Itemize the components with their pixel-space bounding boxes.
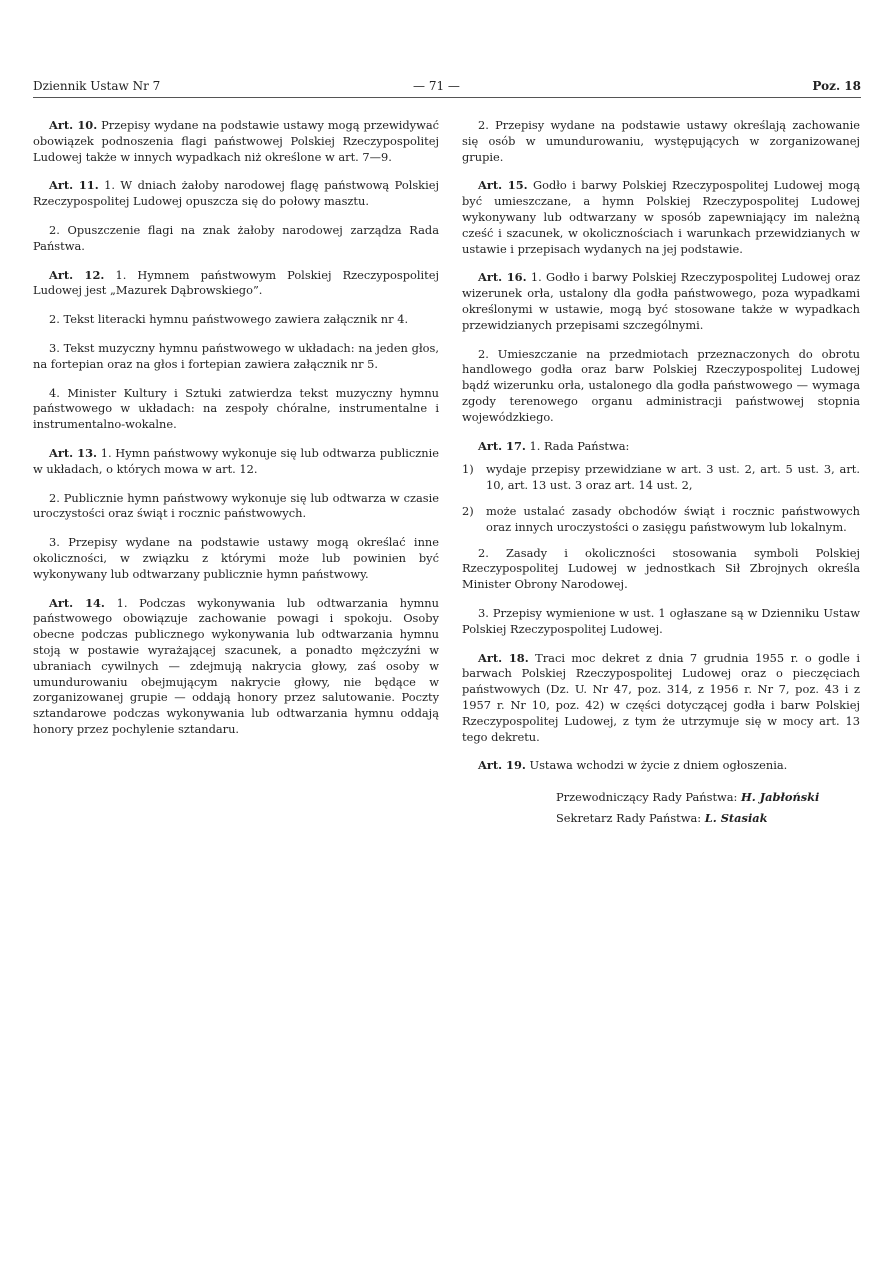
- article-label: Art. 15.: [478, 178, 528, 193]
- article-12-par-2: 2. Tekst literacki hymnu państwowego zawiera załącznik nr 4.: [49, 312, 409, 327]
- article-13-par-1: [33, 446, 439, 478]
- article-15: [462, 178, 860, 257]
- signature-role: Sekretarz Rady Państwa:: [556, 811, 702, 826]
- article-text: Ustawa wchodzi w życie z dniem ogłoszenia.: [529, 758, 788, 773]
- article-18: [462, 651, 860, 746]
- article-12-par-1: [33, 268, 439, 300]
- list-item-text: wydaje przepisy przewidziane w art. 3 ust. 2, art. 5 ust. 3, art. 10, art. 13 ust. 3 oraz art. 14 ust. 2,: [486, 462, 860, 493]
- article-label: Art. 18.: [478, 650, 529, 665]
- article-13-par-2: 2. Publicznie hymn państwowy wykonuje się lub odtwarza w czasie uroczystości oraz świąt i rocznic państwowych.: [33, 490, 439, 521]
- signature-role: Przewodniczący Rady Państwa:: [556, 790, 738, 805]
- position-number: Poz. 18: [812, 79, 861, 93]
- article-12-par-4: 4. Minister Kultury i Sztuki zatwierdza tekst muzyczny hymnu państwowego w układach: na zespoły chóralne, instrumentalne i instrumentalno-wokalne.: [33, 385, 439, 432]
- signature-secretary: [556, 808, 860, 829]
- article-17-par-3: 3. Przepisy wymienione w ust. 1 ogłaszane są w Dzienniku Ustaw Polskiej Rzeczypospolitej Ludowej.: [462, 605, 860, 636]
- article-text: 1. W dniach żałoby narodowej flagę państwową Polskiej Rzeczypospolitej Ludowej opuszcza się do połowy masztu.: [33, 178, 439, 209]
- article-text: 1. Hymnem państwowym Polskiej Rzeczypospolitej Ludowej jest „Mazurek Dąbrowskiego”.: [33, 267, 439, 298]
- article-label: Art. 14.: [49, 595, 105, 610]
- article-label: Art. 12.: [49, 267, 105, 282]
- left-column: [33, 118, 439, 751]
- article-16-par-2: 2. Umieszczanie na przedmiotach przeznaczonych do obrotu handlowego godła oraz barw Polskiej Rzeczypospolitej Ludowej bądź wizerunku orła, ustalonego dla godła państwowego — wymaga zgody terenowego organu administracji państwowej stopnia wojewódzkiego.: [462, 346, 860, 424]
- article-text: 1. Rada Państwa:: [529, 438, 630, 453]
- article-text: 1. Godło i barwy Polskiej Rzeczypospolitej Ludowej oraz wizerunek orła, ustalony dla godła państwowego, poza wypadkami określonymi w ustawie, mogą być stosowane także w wypadkach przewidzianych przepisami szczególnymi.: [462, 270, 860, 332]
- page-header: [33, 79, 861, 98]
- article-text: Godło i barwy Polskiej Rzeczypospolitej Ludowej mogą być umieszczane, a hymn Polskiej Rzeczypospolitej Ludowej wykonywany lub odtwarzany w sposób zapewniający im należną cześć i szacunek, w okolicznościach i warunkach przewidzianych w ustawie i przepisach wydanych na jej podstawie.: [462, 178, 860, 256]
- signature-name: H. Jabłoński: [741, 790, 820, 805]
- article-11-par-1: [33, 178, 439, 210]
- article-label: Art. 16.: [478, 270, 527, 285]
- list-item: [462, 462, 860, 494]
- article-10: [33, 118, 439, 165]
- article-label: Art. 13.: [49, 445, 97, 460]
- page-number: — 71 —: [413, 79, 460, 93]
- list-item: [462, 504, 860, 536]
- list-item-number: 1): [462, 462, 474, 477]
- article-text: Traci moc dekret z dnia 7 grudnia 1955 r. o godle i barwach Polskiej Rzeczypospolitej Ludowej oraz o pieczęciach państwowych (Dz. U. Nr 47, poz. 314, z 1956 r. Nr 7, poz. 43 i z 1957 r. Nr 10, poz. 42) w części dotyczącej godła i barw Polskiej Rzeczypospolitej Ludowej, z tym że utrzymuje się w mocy art. 13 tego dekretu.: [462, 650, 860, 744]
- signature-chairman: [556, 787, 860, 808]
- article-14-par-1: [33, 596, 439, 738]
- article-text: Przepisy wydane na podstawie ustawy mogą przewidywać obowiązek podnoszenia flagi państwowej Polskiej Rzeczypospolitej Ludowej także w innych wypadkach niż określone w art. 7—9.: [33, 118, 440, 164]
- right-column: [462, 118, 860, 829]
- article-16-par-1: [462, 270, 860, 333]
- list-item-number: 2): [462, 503, 474, 518]
- article-13-par-3: 3. Przepisy wydane na podstawie ustawy mogą określać inne okoliczności, w związku z którymi może lub powinien być wykonywany lub odtwarzany publicznie hymn państwowy.: [33, 535, 439, 581]
- article-19: [462, 758, 860, 774]
- list-item-text: może ustalać zasady obchodów świąt i rocznic państwowych oraz innych uroczystości o zasięgu państwowym lub lokalnym.: [486, 503, 860, 534]
- signature-name: L. Stasiak: [704, 811, 768, 826]
- article-11-par-2: 2. Opuszczenie flagi na znak żałoby narodowej zarządza Rada Państwa.: [33, 222, 439, 253]
- article-text: 1. Hymn państwowy wykonuje się lub odtwarza publicznie w układach, o których mowa w art. 12.: [33, 445, 439, 476]
- journal-title: Dziennik Ustaw Nr 7: [33, 79, 161, 93]
- article-label: Art. 17.: [478, 438, 526, 453]
- article-label: Art. 10.: [49, 118, 98, 132]
- article-label: Art. 11.: [49, 178, 99, 193]
- article-17-par-2: 2. Zasady i okoliczności stosowania symboli Polskiej Rzeczypospolitej Ludowej w jednostkach Sił Zbrojnych określa Minister Obrony Narodowej.: [462, 545, 860, 592]
- article-text: 1. Podczas wykonywania lub odtwarzania hymnu państwowego obowiązuje zachowanie powagi i spokoju. Osoby obecne podczas publicznego wykonywania lub odtwarzania hymnu stoją w postawie wyrażającej szacunek, a ponadto mężczyźni w ubraniach cywilnych — zdejmują nakrycia głowy, zaś osoby w umundurowaniu obejmującym nakrycie głowy, nie będące w zorganizowanej grupie — oddają honory przez salutowanie. Poczty sztandarowe podczas wykonywania lub odtwarzania hymnu oddają honory przez pochylenie sztandaru.: [33, 595, 439, 736]
- article-label: Art. 19.: [478, 758, 526, 773]
- article-14-par-2: 2. Przepisy wydane na podstawie ustawy określają zachowanie się osób w umundurowaniu, występujących w zorganizowanej grupie.: [462, 118, 860, 164]
- article-12-par-3: 3. Tekst muzyczny hymnu państwowego w układach: na jeden głos, na fortepian oraz na głos i fortepian zawiera załącznik nr 5.: [33, 340, 439, 371]
- article-17-par-1: [462, 439, 860, 455]
